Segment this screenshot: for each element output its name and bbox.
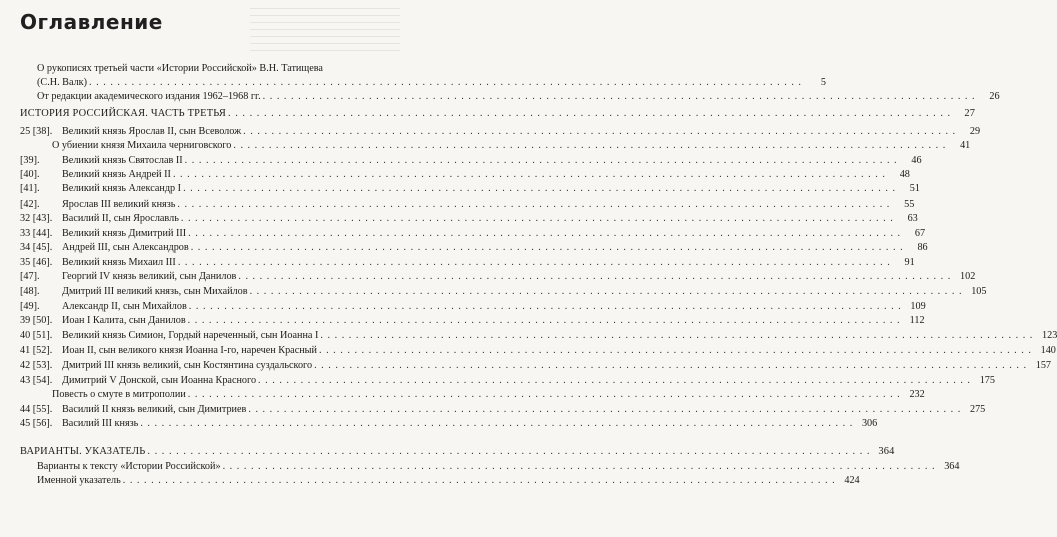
- toc-entry: [0, 256, 915, 270]
- dot-leader: [250, 285, 963, 299]
- toc-entry: [0, 344, 1056, 358]
- toc-entry: [0, 300, 926, 314]
- toc-entry: [0, 212, 918, 226]
- toc-entry-title: Дмитрий III князь великий, сын Костянтина суздальского: [62, 360, 313, 371]
- toc-entry: [0, 474, 860, 488]
- toc-entry: [0, 374, 995, 388]
- toc-entry-number: [47].: [20, 271, 40, 282]
- dot-leader: [185, 154, 898, 168]
- toc-entry: [0, 76, 826, 90]
- toc-entry-title: От редакции академического издания 1962–1968 гг.: [37, 91, 261, 102]
- toc-entry: [0, 285, 987, 299]
- toc-entry-title: О рукописях третьей части «Истории Российской» В.Н. Татищева: [37, 63, 323, 74]
- toc-entry-number: [40].: [20, 169, 40, 180]
- toc-entry-page: 91: [904, 257, 915, 268]
- toc-entry: [0, 198, 915, 212]
- toc-entry-page: 51: [909, 183, 920, 194]
- dot-leader: [263, 90, 976, 104]
- page-title: Оглавление: [20, 10, 163, 34]
- toc-entry: [0, 168, 910, 182]
- toc-entry-page: 109: [910, 301, 926, 312]
- toc-entry-number: 43 [54].: [20, 375, 53, 386]
- toc-entry-title: Георгий IV князь великий, сын Данилов: [62, 271, 237, 282]
- dot-leader: [258, 374, 971, 388]
- toc-entry-title: Василий II, сын Ярославль: [62, 213, 179, 224]
- toc-entry: [0, 388, 925, 402]
- toc-entry: [0, 107, 976, 121]
- toc-entry-title: Андрей III, сын Александров: [62, 242, 189, 253]
- toc-entry-page: 55: [904, 199, 915, 210]
- toc-entry: [0, 227, 926, 241]
- toc-entry-title: Василий II князь великий, сын Димитриев: [62, 404, 247, 415]
- toc-entry-page: 123: [1042, 330, 1057, 341]
- dot-leader: [188, 388, 901, 402]
- toc-entry-number: 44 [55].: [20, 404, 53, 415]
- toc-entry-title: Александр II, сын Михайлов: [62, 301, 187, 312]
- dot-leader: [223, 460, 936, 474]
- dot-leader: [314, 359, 1027, 373]
- toc-entry-page: 86: [917, 242, 928, 253]
- toc-entry-number: 35 [46].: [20, 257, 53, 268]
- toc-entry-number: 34 [45].: [20, 242, 53, 253]
- toc-entry-page: 275: [969, 404, 986, 415]
- toc-entry-page: 306: [861, 418, 878, 429]
- toc-entry-title: Варианты к тексту «Истории Российской»: [37, 461, 221, 472]
- toc-entry-page: 157: [1035, 360, 1051, 371]
- toc-entry: [0, 314, 925, 328]
- dot-leader: [147, 445, 870, 459]
- dot-leader: [191, 241, 904, 255]
- dot-leader: [319, 344, 1032, 358]
- toc-entry-page: 27: [964, 108, 976, 119]
- dot-leader: [238, 270, 951, 284]
- toc-entry-title: Иоан I Калита, сын Данилов: [62, 315, 186, 326]
- toc-entry-number: [41].: [20, 183, 40, 194]
- toc-entry-number: [42].: [20, 199, 40, 210]
- toc-entry-title: Великий князь Святослав II: [62, 155, 183, 166]
- toc-entry-title: Великий князь Михаил III: [62, 257, 176, 268]
- toc-entry: [0, 154, 922, 168]
- toc-entry-page: 63: [907, 213, 918, 224]
- dot-leader: [248, 403, 961, 417]
- toc-entry: [0, 460, 960, 474]
- dot-leader: [183, 182, 896, 196]
- toc-entry-number: [48].: [20, 286, 40, 297]
- toc-entry: [0, 417, 878, 431]
- dot-leader: [178, 256, 891, 270]
- toc-entry-number: 25 [38].: [20, 126, 53, 137]
- toc-entry-page: 29: [969, 126, 981, 137]
- toc-entry-number: 32 [43].: [20, 213, 53, 224]
- toc-entry-page: 364: [944, 461, 960, 472]
- toc-entry-title: Именной указатель: [37, 475, 121, 486]
- toc-entry-number: 41 [52].: [20, 345, 53, 356]
- dot-leader: [181, 212, 894, 226]
- toc-entry-number: 39 [50].: [20, 315, 53, 326]
- dot-leader: [188, 227, 901, 241]
- dot-leader: [189, 300, 902, 314]
- toc-entry: [0, 445, 895, 459]
- toc-entry: [0, 125, 981, 139]
- toc-entry-title: ВАРИАНТЫ. УКАЗАТЕЛЬ: [20, 446, 146, 457]
- toc-entry-number: [39].: [20, 155, 40, 166]
- toc-entry-title: Великий князь Димитрий III: [62, 228, 187, 239]
- toc-entry-title: Ярослав III великий князь: [62, 199, 176, 210]
- dot-leader: [140, 417, 853, 431]
- toc-entry-page: 46: [911, 155, 922, 166]
- toc-entry: [0, 90, 1000, 104]
- toc-entry: [0, 62, 410, 76]
- dot-leader: [228, 107, 951, 121]
- toc-entry: [0, 329, 1057, 343]
- toc-entry-number: 42 [53].: [20, 360, 53, 371]
- toc-entry-page: 102: [960, 271, 976, 282]
- toc-entry: [0, 270, 976, 284]
- toc-entry-page: 41: [960, 140, 971, 151]
- toc-entry-title: Василий III князь: [62, 418, 139, 429]
- toc-entry-title: Повесть о смуте в митрополии: [52, 389, 186, 400]
- toc-entry-page: 105: [971, 286, 987, 297]
- toc-entry-page: 140: [1040, 345, 1056, 356]
- toc-entry: [0, 241, 928, 255]
- toc-entry-title: (С.Н. Валк): [37, 77, 88, 88]
- toc-entry-number: [49].: [20, 301, 40, 312]
- dot-leader: [123, 474, 836, 488]
- toc-entry-title: Великий князь Александр I: [62, 183, 182, 194]
- toc-entry: [0, 403, 986, 417]
- dot-leader: [89, 76, 802, 90]
- toc-entry: [0, 182, 920, 196]
- toc-entry-page: 26: [989, 91, 1000, 102]
- toc-entry-page: 364: [878, 446, 895, 457]
- toc-entry-title: Великий князь Симион, Гордый нареченный, сын Иоанна I: [62, 330, 319, 341]
- toc-entry-title: Дмитрий III великий князь, сын Михайлов: [62, 286, 248, 297]
- toc-entry: [0, 359, 1051, 373]
- toc-entry: [0, 139, 971, 153]
- toc-entry-title: Великий князь Андрей II: [62, 169, 171, 180]
- toc-entry-page: 424: [844, 475, 860, 486]
- dot-leader: [233, 139, 946, 153]
- toc-entry-page: 232: [909, 389, 925, 400]
- dot-leader: [243, 125, 956, 139]
- dot-leader: [177, 198, 890, 212]
- toc-entry-page: 175: [979, 375, 995, 386]
- toc-entry-title: О убиении князя Михаила черниговского: [52, 140, 232, 151]
- toc-entry-number: 45 [56].: [20, 418, 53, 429]
- toc-entry-title: Великий князь Ярослав II, сын Всеволож: [62, 126, 242, 137]
- dot-leader: [173, 168, 886, 182]
- toc-entry-page: 112: [909, 315, 925, 326]
- dot-leader: [320, 329, 1033, 343]
- toc-entry-page: 5: [820, 77, 826, 88]
- toc-entry-title: ИСТОРИЯ РОССИЙСКАЯ. ЧАСТЬ ТРЕТЬЯ: [20, 108, 226, 119]
- toc-entry-page: 48: [899, 169, 910, 180]
- toc-entry-page: 67: [914, 228, 926, 239]
- toc-entry-title: Димитрий V Донской, сын Иоанна Красного: [62, 375, 257, 386]
- toc-entry-title: Иоан II, сын великого князя Иоанна I-го, наречен Красный: [62, 345, 317, 356]
- dot-leader: [188, 314, 901, 328]
- toc-entry-number: 33 [44].: [20, 228, 53, 239]
- toc-entry-number: 40 [51].: [20, 330, 53, 341]
